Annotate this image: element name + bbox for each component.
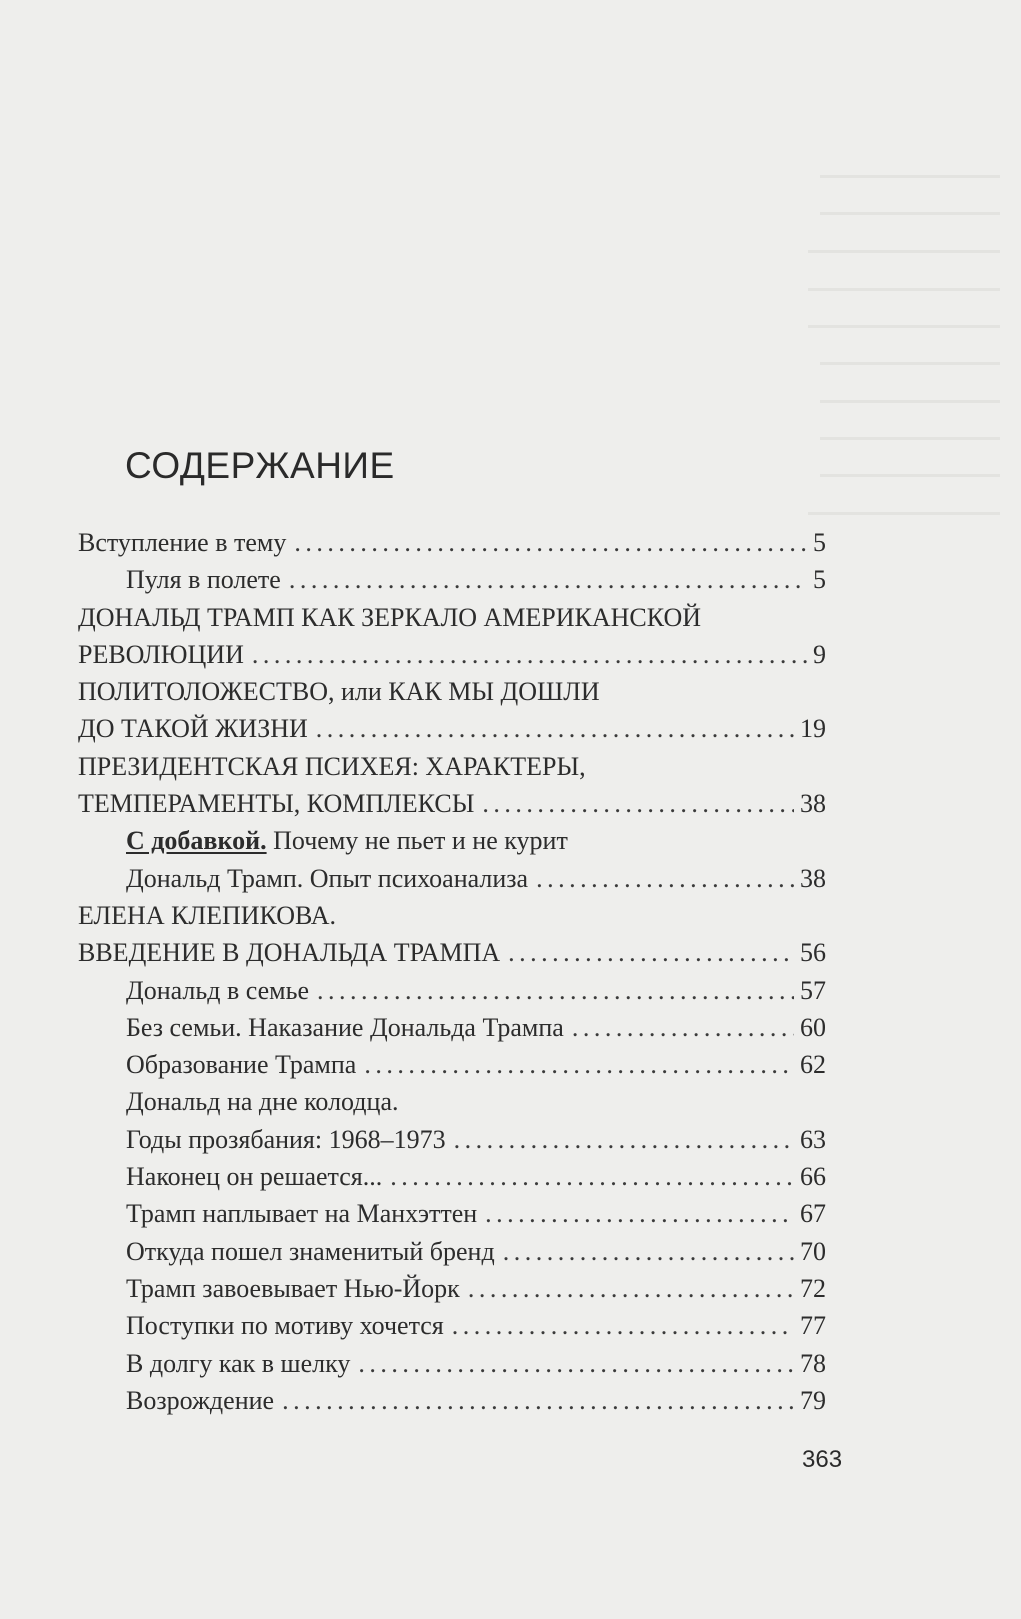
toc-entry-text: ПОЛИТОЛОЖЕСТВО, или КАК МЫ ДОШЛИ bbox=[78, 677, 600, 707]
toc-dot-leader bbox=[294, 524, 807, 561]
toc-entry-title bbox=[126, 1158, 382, 1195]
toc-entry-title bbox=[78, 748, 586, 785]
toc-entry-page: 66 bbox=[800, 1162, 826, 1192]
toc-dot-leader bbox=[390, 1158, 794, 1195]
toc-entry bbox=[78, 1345, 826, 1382]
toc-dot-leader bbox=[452, 1307, 794, 1344]
toc-dot-leader bbox=[316, 710, 794, 747]
toc-entry-row bbox=[126, 1345, 826, 1382]
toc-entry-text: Образование Трампа bbox=[126, 1050, 357, 1080]
toc-entry-page: 5 bbox=[813, 528, 826, 557]
toc-entry bbox=[78, 785, 826, 822]
toc-entry-title bbox=[126, 860, 528, 897]
toc-dot-leader bbox=[358, 1345, 794, 1382]
toc-entry-title bbox=[78, 897, 336, 934]
toc-entry-row bbox=[126, 1307, 826, 1344]
toc-entry-text: ДО ТАКОЙ ЖИЗНИ bbox=[78, 714, 308, 744]
toc-entry bbox=[78, 561, 826, 598]
toc-dot-leader bbox=[317, 972, 794, 1009]
toc-entry-title bbox=[126, 822, 568, 859]
toc-entry bbox=[78, 710, 826, 747]
toc-entry-row bbox=[126, 1270, 826, 1307]
toc-entry-text: Трамп наплывает на Манхэттен bbox=[126, 1199, 478, 1229]
toc-entry-title bbox=[78, 785, 474, 822]
toc-entry bbox=[78, 599, 826, 636]
toc-dot-leader bbox=[289, 561, 807, 598]
toc-entry-row bbox=[126, 1382, 826, 1419]
toc-entry bbox=[78, 1009, 826, 1046]
toc-entry-row bbox=[78, 673, 826, 710]
toc-entry-page: 62 bbox=[800, 1050, 826, 1080]
toc-entry bbox=[78, 1307, 826, 1344]
toc-entry bbox=[78, 673, 826, 710]
toc-entry-row bbox=[126, 1121, 826, 1158]
toc-entry-title bbox=[126, 1195, 477, 1232]
toc-entry-row bbox=[78, 710, 826, 747]
toc-entry bbox=[78, 1046, 826, 1083]
toc-entry-text: Вступление в тему bbox=[78, 528, 287, 557]
toc-entry-page: 70 bbox=[800, 1236, 826, 1266]
toc-entry-title bbox=[126, 561, 281, 598]
toc-dot-leader bbox=[503, 1233, 794, 1270]
toc-dot-leader bbox=[508, 934, 794, 971]
toc-entry-text: Наконец он решается... bbox=[126, 1162, 383, 1192]
toc-entry-row bbox=[126, 561, 826, 598]
toc-entry-text: Дональд Трамп. Опыт психоанализа bbox=[126, 863, 529, 893]
toc-entry-text: ЕЛЕНА КЛЕПИКОВА. bbox=[78, 900, 336, 930]
toc-entry bbox=[78, 860, 826, 897]
toc-entry-text: Поступки по мотиву хочется bbox=[126, 1311, 444, 1341]
toc-entry-title bbox=[78, 934, 500, 971]
toc-entry-page: 78 bbox=[800, 1348, 826, 1378]
toc-entry-title bbox=[78, 524, 286, 561]
toc-entry-page: 38 bbox=[800, 863, 826, 893]
toc-entry-text: Пуля в полете bbox=[126, 565, 281, 595]
toc-entry-title bbox=[126, 1121, 446, 1158]
toc-entry-prefix: С добавкой. bbox=[126, 826, 267, 856]
toc-entry-row bbox=[126, 972, 826, 1009]
toc-entry-row bbox=[126, 860, 826, 897]
toc-entry-row bbox=[126, 1195, 826, 1232]
toc-entry-page: 77 bbox=[800, 1311, 826, 1341]
toc-entry-page: 5 bbox=[813, 565, 826, 595]
toc-dot-leader bbox=[572, 1009, 794, 1046]
toc-entry bbox=[78, 934, 826, 971]
toc-entry bbox=[78, 1382, 826, 1419]
toc-entry-page: 67 bbox=[800, 1199, 826, 1229]
toc-entry-text: ДОНАЛЬД ТРАМП КАК ЗЕРКАЛО АМЕРИКАНСКОЙ bbox=[78, 602, 701, 632]
toc-entry-text: Возрождение bbox=[126, 1385, 275, 1415]
toc-entry-title bbox=[126, 1345, 350, 1382]
toc-entry-title bbox=[78, 710, 308, 747]
toc-entry-text: Дональд на дне колодца. bbox=[126, 1087, 399, 1117]
toc-entry-page: 9 bbox=[813, 639, 826, 669]
toc-entry-row bbox=[78, 897, 826, 934]
toc-entry-title bbox=[126, 972, 309, 1009]
toc-entry-row bbox=[78, 785, 826, 822]
toc-entry bbox=[78, 1195, 826, 1232]
toc-entry-text: РЕВОЛЮЦИИ bbox=[78, 639, 244, 669]
toc-entry-page: 56 bbox=[800, 938, 826, 968]
toc-dot-leader bbox=[454, 1121, 794, 1158]
toc-entry-text: В долгу как в шелку bbox=[126, 1348, 351, 1378]
toc-entry-row bbox=[126, 1158, 826, 1195]
toc-entry-page: 63 bbox=[800, 1124, 826, 1154]
toc-entry-title bbox=[78, 636, 244, 673]
toc-entry-title bbox=[126, 1009, 564, 1046]
toc-dot-leader bbox=[364, 1046, 794, 1083]
toc-entry-text: ВВЕДЕНИЕ В ДОНАЛЬДА ТРАМПА bbox=[78, 938, 501, 968]
toc-entry-text: Почему не пьет и не курит bbox=[266, 826, 568, 856]
toc-entry-row bbox=[78, 934, 826, 971]
toc-entry-row bbox=[126, 1009, 826, 1046]
toc-entry-title bbox=[78, 599, 701, 636]
toc-entry-text: Без семьи. Наказание Дональда Трампа bbox=[126, 1012, 564, 1042]
page-number: 363 bbox=[802, 1446, 843, 1473]
toc-entry-row bbox=[126, 822, 826, 859]
toc-entry bbox=[78, 524, 826, 561]
toc-dot-leader bbox=[482, 785, 794, 822]
toc-entry-title bbox=[126, 1233, 495, 1270]
toc-entry-text: ТЕМПЕРАМЕНТЫ, КОМПЛЕКСЫ bbox=[78, 789, 475, 819]
toc-entry-title bbox=[126, 1046, 356, 1083]
table-of-contents bbox=[78, 524, 826, 1419]
toc-entry-row bbox=[78, 748, 826, 785]
toc-entry-row bbox=[78, 599, 826, 636]
toc-dot-leader bbox=[485, 1195, 794, 1232]
toc-dot-leader bbox=[252, 636, 807, 673]
toc-entry-text: ПРЕЗИДЕНТСКАЯ ПСИХЕЯ: ХАРАКТЕРЫ, bbox=[78, 751, 586, 781]
toc-entry-row bbox=[78, 636, 826, 673]
toc-entry bbox=[78, 748, 826, 785]
toc-entry bbox=[78, 636, 826, 673]
toc-entry-title bbox=[126, 1307, 444, 1344]
toc-entry-text: Годы прозябания: 1968–1973 bbox=[126, 1124, 446, 1154]
toc-entry-text: Откуда пошел знаменитый бренд bbox=[126, 1236, 495, 1266]
toc-entry-page: 79 bbox=[800, 1385, 826, 1415]
toc-entry-title bbox=[126, 1270, 460, 1307]
toc-dot-leader bbox=[468, 1270, 794, 1307]
toc-entry bbox=[78, 1270, 826, 1307]
toc-entry-page: 72 bbox=[800, 1273, 826, 1303]
toc-entry bbox=[78, 897, 826, 934]
toc-entry-title bbox=[126, 1382, 274, 1419]
toc-entry-text: Трамп завоевывает Нью-Йорк bbox=[126, 1273, 460, 1303]
toc-entry-row bbox=[78, 524, 826, 561]
toc-entry-page: 38 bbox=[800, 789, 826, 819]
toc-dot-leader bbox=[282, 1382, 794, 1419]
toc-entry bbox=[78, 972, 826, 1009]
toc-entry bbox=[78, 822, 826, 859]
toc-entry-row bbox=[126, 1083, 826, 1120]
toc-entry-text: Дональд в семье bbox=[126, 975, 310, 1005]
toc-entry-page: 60 bbox=[800, 1012, 826, 1042]
toc-entry-row bbox=[126, 1046, 826, 1083]
toc-entry-title bbox=[78, 673, 600, 710]
toc-entry-row bbox=[126, 1233, 826, 1270]
page-title: СОДЕРЖАНИЕ bbox=[125, 445, 395, 486]
toc-entry bbox=[78, 1158, 826, 1195]
toc-entry bbox=[78, 1233, 826, 1270]
toc-entry-page: 19 bbox=[800, 714, 826, 744]
toc-entry bbox=[78, 1121, 826, 1158]
toc-entry-page: 57 bbox=[800, 975, 826, 1005]
toc-dot-leader bbox=[536, 860, 794, 897]
toc-entry-title bbox=[126, 1083, 399, 1120]
toc-entry bbox=[78, 1083, 826, 1120]
